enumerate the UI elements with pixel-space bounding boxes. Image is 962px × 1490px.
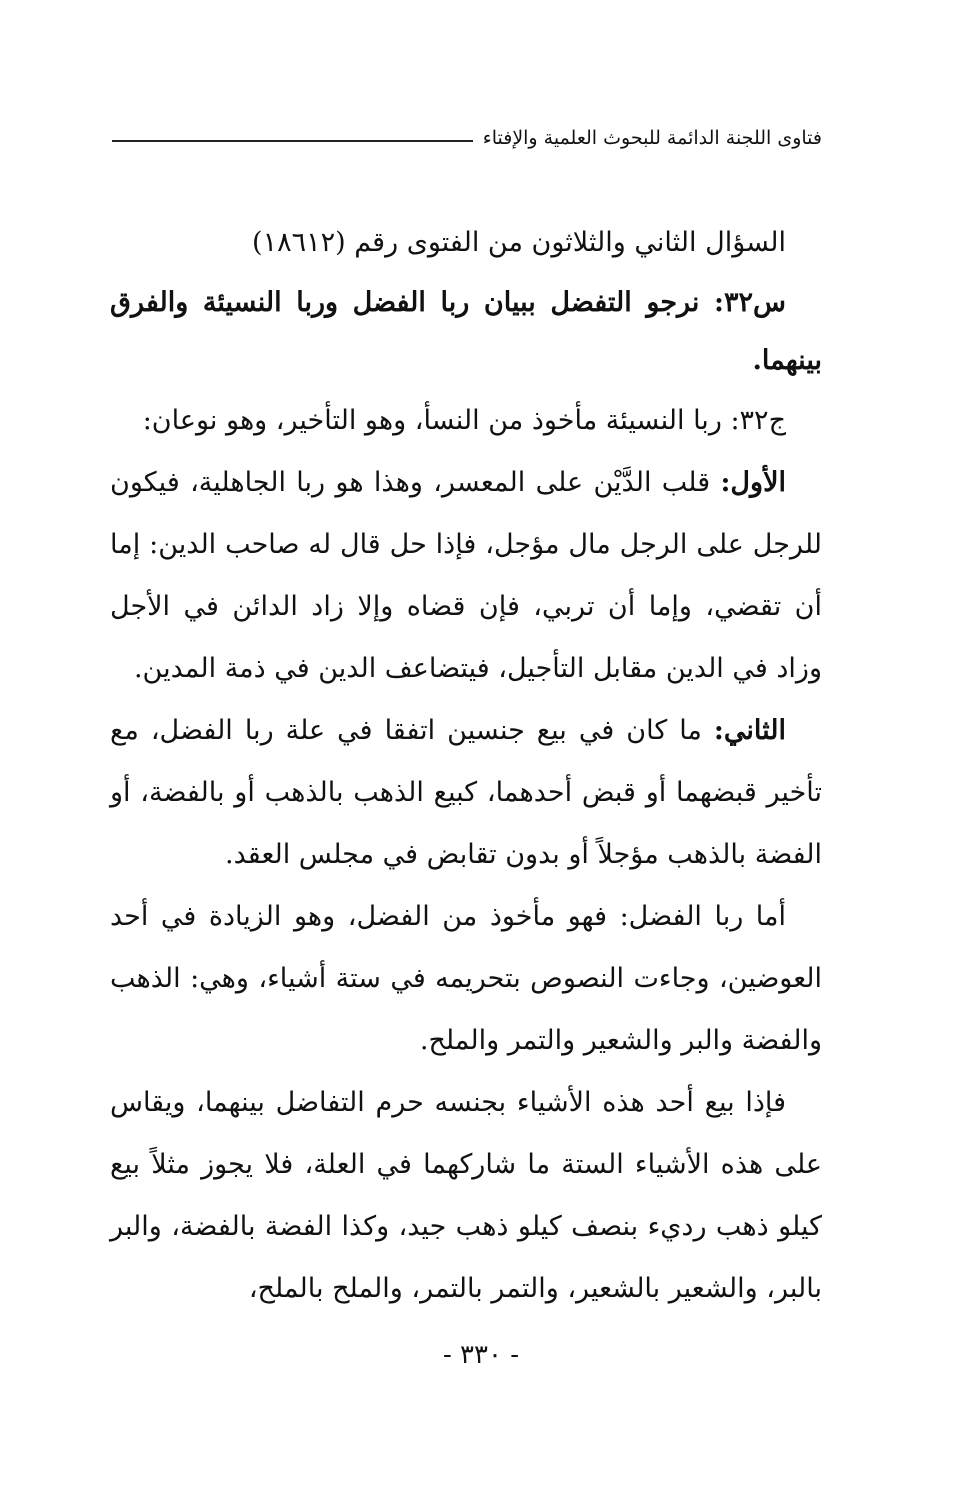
first-type-label: الأول: [720, 467, 786, 498]
answer-first-type [110, 452, 822, 700]
second-type-text: ما كان في بيع جنسين اتفقا في علة ربا الفضل، مع تأخير قبضهما أو قبض أحدهما، كبيع الذهب بالذهب أو بالفضة، أو الفضة بالذهب مؤجلاً أو بدون تقابض في مجلس العقد. [110, 715, 822, 870]
final-paragraph: فإذا بيع أحد هذه الأشياء بجنسه حرم التفاضل بينهما، ويقاس على هذه الأشياء الستة ما شاركهما في العلة، فلا يجوز مثلاً بيع كيلو ذهب رديء بنصف كيلو ذهب جيد، وكذا الفضة بالفضة، والبر بالبر، والشعير بالشعير، والتمر بالتمر، والملح بالملح، [110, 1087, 822, 1304]
page-number: - ٣٣٠ - [442, 1340, 520, 1370]
question-text: س٣٢: نرجو التفضل ببيان ربا الفضل وربا النسيئة والفرق بينهما. [110, 287, 822, 376]
answer-intro: ج٣٢: ربا النسيئة مأخوذ من النسأ، وهو التأخير، وهو نوعان: [142, 405, 786, 436]
question-heading: السؤال الثاني والثلاثون من الفتوى رقم (١٨٦١٢) [252, 227, 786, 258]
header-rule [112, 140, 473, 142]
page-content [110, 212, 822, 1320]
riba-fadl-paragraph: أما ربا الفضل: فهو مأخوذ من الفضل، وهو الزيادة في أحد العوضين، وجاءت النصوص بتحريمه في ستة أشياء، وهي: الذهب والفضة والبر والشعير والتمر والملح. [110, 901, 822, 1056]
running-header [112, 118, 822, 158]
second-type-label: الثاني: [713, 715, 786, 746]
first-type-text: قلب الدَّيْن على المعسر، وهذا هو ربا الجاهلية، فيكون للرجل على الرجل مال مؤجل، فإذا حل قال له صاحب الدين: إما أن تقضي، وإما أن تربي، فإن قضاه وإلا زاد الدائن في الأجل وزاد في الدين مقابل التأجيل، فيتضاعف الدين في ذمة المدين. [110, 467, 822, 684]
header-title: فتاوى اللجنة الدائمة للبحوث العلمية والإفتاء [482, 127, 822, 149]
answer-second-type [110, 700, 822, 886]
